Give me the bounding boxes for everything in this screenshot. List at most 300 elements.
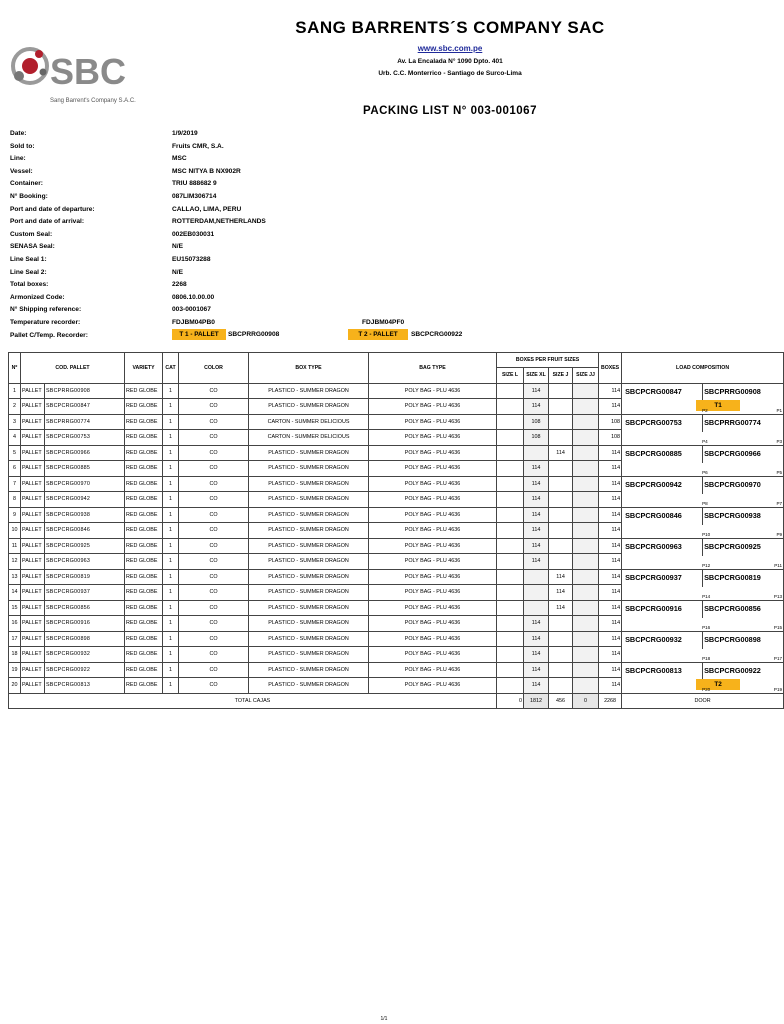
load-left-pallet: SBCPCRG00937 [625,572,682,582]
size-l [497,476,524,492]
category: 1 [163,507,179,523]
variety: RED GLOBE [125,678,163,694]
size-j [549,616,573,632]
color: CO [179,507,249,523]
load-composition-cell [622,445,784,476]
category: 1 [163,430,179,446]
size-jj [573,399,599,415]
load-left-pallet: SBCPCRG00932 [625,634,682,644]
variety: RED GLOBE [125,445,163,461]
table-row [9,538,784,554]
info-label: Pallet C/Temp. Recorder: [10,331,88,339]
row-type: PALLET [21,585,45,601]
size-l [497,631,524,647]
row-type: PALLET [21,461,45,477]
variety: RED GLOBE [125,662,163,678]
load-left-pallet: SBCPCRG00753 [625,417,682,427]
color: CO [179,616,249,632]
category: 1 [163,399,179,415]
variety: RED GLOBE [125,399,163,415]
pallet-code: SBCPRRG00908 [45,383,125,399]
category: 1 [163,600,179,616]
boxes: 114 [599,445,622,461]
load-right-pallet: SBCPCRG00970 [704,479,761,489]
info-value: Fruits CMR, S.A. [172,142,224,150]
total-size-l: 0 [497,693,524,708]
info-label: Port and date of departure: [10,205,95,213]
size-j [549,492,573,508]
boxes: 114 [599,383,622,399]
pallet-code: SBCPCRG00925 [45,538,125,554]
load-right-pallet: SBCPCRG00938 [704,510,761,520]
category: 1 [163,383,179,399]
size-l [497,538,524,554]
position-right: P15 [773,624,783,630]
position-right: P9 [776,531,783,537]
size-l [497,678,524,694]
variety: RED GLOBE [125,461,163,477]
size-j: 114 [549,600,573,616]
box-type: PLASTICO - SUMMER DRAGON [249,616,369,632]
size-l [497,616,524,632]
boxes: 114 [599,662,622,678]
size-jj [573,678,599,694]
t1-pallet-code: SBCPRRG00908 [228,331,280,338]
bag-type: POLY BAG - PLU 4636 [369,647,497,663]
total-boxes: 2268 [599,693,622,708]
color: CO [179,662,249,678]
position-left: P8 [702,500,708,506]
box-type: CARTON - SUMMER DELICIOUS [249,414,369,430]
boxes: 108 [599,430,622,446]
info-label: Custom Seal: [10,230,53,238]
size-xl: 114 [524,507,549,523]
header-size-jj: SIZE JJ [573,368,599,383]
load-left-pallet: SBCPCRG00846 [625,510,682,520]
category: 1 [163,445,179,461]
total-size-xl: 1812 [524,693,549,708]
logo-text: SBC [50,51,127,92]
load-right-pallet: SBCPCRG00925 [704,541,761,551]
info-value: FDJBM04PB0 [172,318,215,326]
header-boxes-per-size: BOXES PER FRUIT SIZES [497,353,599,368]
load-right-pallet: SBCPRRG00908 [704,386,761,396]
box-type: PLASTICO - SUMMER DRAGON [249,600,369,616]
header-color: COLOR [179,353,249,384]
size-j [549,554,573,570]
size-j [549,414,573,430]
size-xl: 114 [524,662,549,678]
color: CO [179,631,249,647]
header-boxes: BOXES [599,353,622,384]
header-size-xl: SIZE XL [524,368,549,383]
size-xl: 108 [524,430,549,446]
position-right: P13 [773,593,783,599]
box-type: PLASTICO - SUMMER DRAGON [249,678,369,694]
company-logo [8,36,136,108]
info-value: MSC NITYA B NX902R [172,167,241,175]
variety: RED GLOBE [125,523,163,539]
size-j: 114 [549,569,573,585]
category: 1 [163,678,179,694]
position-left: P18 [702,655,711,661]
row-number: 17 [9,631,21,647]
row-number: 5 [9,445,21,461]
bag-type: POLY BAG - PLU 4636 [369,600,497,616]
table-row [9,631,784,647]
load-left-pallet: SBCPCRG00847 [625,386,682,396]
load-composition-cell [622,507,784,538]
size-j [549,507,573,523]
row-number: 12 [9,554,21,570]
size-xl: 114 [524,399,549,415]
bag-type: POLY BAG - PLU 4636 [369,430,497,446]
info-value: N/E [172,243,183,251]
variety: RED GLOBE [125,554,163,570]
size-jj [573,492,599,508]
size-jj [573,430,599,446]
color: CO [179,538,249,554]
table-row [9,414,784,430]
info-label: Total boxes: [10,281,49,289]
boxes: 114 [599,476,622,492]
position-right: P3 [776,438,783,444]
size-j [549,383,573,399]
color: CO [179,445,249,461]
size-xl: 114 [524,523,549,539]
size-xl: 114 [524,538,549,554]
total-size-jj: 0 [573,693,599,708]
boxes: 114 [599,538,622,554]
position-left: P6 [702,469,708,475]
row-number: 14 [9,585,21,601]
info-value: N/E [172,268,183,276]
info-label: Date: [10,130,27,137]
info-value: 1/9/2019 [172,130,198,137]
table-row [9,476,784,492]
t1-pallet-tag: T 1 - PALLET [172,329,226,340]
info-label: N° Shipping reference: [10,306,82,314]
boxes: 114 [599,631,622,647]
boxes: 114 [599,585,622,601]
bag-type: POLY BAG - PLU 4636 [369,414,497,430]
row-number: 19 [9,662,21,678]
size-jj [573,585,599,601]
category: 1 [163,569,179,585]
boxes: 114 [599,554,622,570]
size-l [497,647,524,663]
pallet-code: SBCPRRG00774 [45,414,125,430]
pallet-code: SBCPCRG00898 [45,631,125,647]
category: 1 [163,662,179,678]
info-value: MSC [172,155,187,163]
boxes: 114 [599,569,622,585]
row-number: 15 [9,600,21,616]
company-name: SANG BARRENTS´S COMPANY SAC [295,18,605,37]
variety: RED GLOBE [125,600,163,616]
box-type: PLASTICO - SUMMER DRAGON [249,569,369,585]
row-type: PALLET [21,538,45,554]
box-type: PLASTICO - SUMMER DRAGON [249,662,369,678]
load-composition-cell [622,631,784,662]
info-value: 2268 [172,281,187,289]
category: 1 [163,647,179,663]
boxes: 114 [599,492,622,508]
info-label: Armonized Code: [10,293,65,301]
size-jj [573,662,599,678]
size-j [549,399,573,415]
box-type: PLASTICO - SUMMER DRAGON [249,399,369,415]
size-xl: 108 [524,414,549,430]
row-type: PALLET [21,383,45,399]
category: 1 [163,476,179,492]
box-type: PLASTICO - SUMMER DRAGON [249,476,369,492]
boxes: 114 [599,678,622,694]
bag-type: POLY BAG - PLU 4636 [369,538,497,554]
size-l [497,600,524,616]
bag-type: POLY BAG - PLU 4636 [369,507,497,523]
color: CO [179,430,249,446]
variety: RED GLOBE [125,492,163,508]
size-xl: 114 [524,616,549,632]
pallet-code: SBCPCRG00753 [45,430,125,446]
box-type: PLASTICO - SUMMER DRAGON [249,554,369,570]
color: CO [179,554,249,570]
row-type: PALLET [21,523,45,539]
row-type: PALLET [21,569,45,585]
variety: RED GLOBE [125,414,163,430]
header-size-j: SIZE J [549,368,573,383]
boxes: 114 [599,399,622,415]
box-type: PLASTICO - SUMMER DRAGON [249,647,369,663]
variety: RED GLOBE [125,430,163,446]
boxes: 114 [599,616,622,632]
category: 1 [163,492,179,508]
t2-pallet-code: SBCPCRG00922 [411,331,463,338]
size-l [497,569,524,585]
position-left: P16 [702,624,711,630]
row-number: 1 [9,383,21,399]
info-label: Line: [10,155,26,163]
load-composition-cell [622,569,784,600]
bag-type: POLY BAG - PLU 4636 [369,492,497,508]
pallet-code: SBCPCRG00966 [45,445,125,461]
position-left: P20 [702,686,711,692]
category: 1 [163,538,179,554]
size-jj [573,461,599,477]
info-label: SENASA Seal: [10,243,55,251]
row-type: PALLET [21,399,45,415]
header-box-type: BOX TYPE [249,353,369,384]
position-left: P2 [702,407,708,413]
box-type: PLASTICO - SUMMER DRAGON [249,507,369,523]
row-type: PALLET [21,414,45,430]
size-l [497,554,524,570]
load-right-pallet: SBCPCRG00898 [704,634,761,644]
size-jj [573,647,599,663]
size-l [497,399,524,415]
category: 1 [163,523,179,539]
position-right: P11 [774,562,783,568]
row-type: PALLET [21,631,45,647]
color: CO [179,492,249,508]
pallet-code: SBCPCRG00932 [45,647,125,663]
load-right-pallet: SBCPCRG00819 [704,572,761,582]
temp-recorder-tag: T2 [696,679,740,690]
info-label: Port and date of arrival: [10,218,85,226]
category: 1 [163,461,179,477]
size-xl: 114 [524,492,549,508]
color: CO [179,399,249,415]
size-jj [573,414,599,430]
bag-type: POLY BAG - PLU 4636 [369,678,497,694]
table-row [9,383,784,399]
box-type: PLASTICO - SUMMER DRAGON [249,538,369,554]
size-xl: 114 [524,476,549,492]
load-composition-cell [622,383,784,414]
bag-type: POLY BAG - PLU 4636 [369,569,497,585]
table-row [9,507,784,523]
boxes: 114 [599,523,622,539]
color: CO [179,523,249,539]
position-right: P19 [773,686,783,692]
category: 1 [163,585,179,601]
bag-type: POLY BAG - PLU 4636 [369,523,497,539]
size-l [497,492,524,508]
bag-type: POLY BAG - PLU 4636 [369,383,497,399]
size-j [549,523,573,539]
pallet-code: SBCPCRG00819 [45,569,125,585]
pallet-code: SBCPCRG00885 [45,461,125,477]
row-type: PALLET [21,430,45,446]
load-right-pallet: SBCPCRG00856 [704,603,761,613]
size-xl [524,445,549,461]
box-type: PLASTICO - SUMMER DRAGON [249,383,369,399]
box-type: CARTON - SUMMER DELICIOUS [249,430,369,446]
variety: RED GLOBE [125,507,163,523]
pallet-code: SBCPCRG00846 [45,523,125,539]
row-type: PALLET [21,616,45,632]
size-l [497,461,524,477]
size-jj [573,507,599,523]
info-value: 087LIM306714 [172,192,217,200]
row-type: PALLET [21,554,45,570]
variety: RED GLOBE [125,383,163,399]
pallet-code: SBCPCRG00916 [45,616,125,632]
color: CO [179,585,249,601]
row-number: 11 [9,538,21,554]
boxes: 114 [599,600,622,616]
temperature-recorder-2: FDJBM04PF0 [362,319,405,326]
table-row [9,445,784,461]
size-jj [573,523,599,539]
category: 1 [163,554,179,570]
row-type: PALLET [21,492,45,508]
load-left-pallet: SBCPCRG00813 [625,665,682,675]
website-link[interactable]: www.sbc.com.pe [417,44,483,53]
logo-subtext: Sang Barrent's Company S.A.C. [50,98,136,104]
bag-type: POLY BAG - PLU 4636 [369,662,497,678]
table-row [9,569,784,585]
size-jj [573,383,599,399]
pallet-code: SBCPCRG00856 [45,600,125,616]
box-type: PLASTICO - SUMMER DRAGON [249,445,369,461]
info-value: ROTTERDAM,NETHERLANDS [172,218,266,226]
size-j [549,662,573,678]
variety: RED GLOBE [125,569,163,585]
info-label: Line Seal 2: [10,268,47,276]
size-xl [524,600,549,616]
header-load-composition: LOAD COMPOSITION [622,353,784,384]
info-value: 002EB030031 [172,230,215,238]
row-number: 6 [9,461,21,477]
bag-type: POLY BAG - PLU 4636 [369,461,497,477]
size-jj [573,631,599,647]
boxes: 108 [599,414,622,430]
size-xl: 114 [524,678,549,694]
boxes: 114 [599,461,622,477]
row-type: PALLET [21,647,45,663]
row-type: PALLET [21,445,45,461]
color: CO [179,647,249,663]
pallet-code: SBCPCRG00942 [45,492,125,508]
box-type: PLASTICO - SUMMER DRAGON [249,461,369,477]
row-number: 2 [9,399,21,415]
color: CO [179,476,249,492]
size-j [549,461,573,477]
variety: RED GLOBE [125,647,163,663]
size-jj [573,554,599,570]
variety: RED GLOBE [125,476,163,492]
temp-recorder-tag: T1 [696,400,740,411]
pallet-code: SBCPCRG00938 [45,507,125,523]
color: CO [179,569,249,585]
size-l [497,523,524,539]
box-type: PLASTICO - SUMMER DRAGON [249,492,369,508]
load-left-pallet: SBCPCRG00885 [625,448,682,458]
bag-type: POLY BAG - PLU 4636 [369,631,497,647]
bag-type: POLY BAG - PLU 4636 [369,616,497,632]
info-label: Temperature recorder: [10,318,81,326]
info-label: Line Seal 1: [10,255,47,263]
size-jj [573,600,599,616]
info-value: 003-0001067 [172,306,211,314]
position-right: P17 [773,655,783,661]
pallet-code: SBCPCRG00813 [45,678,125,694]
bag-type: POLY BAG - PLU 4636 [369,585,497,601]
header-size-l: SIZE L [497,368,524,383]
pallet-code: SBCPCRG00937 [45,585,125,601]
size-j [549,476,573,492]
load-left-pallet: SBCPCRG00942 [625,479,682,489]
size-l [497,383,524,399]
size-xl: 114 [524,554,549,570]
size-l [497,445,524,461]
size-l [497,430,524,446]
color: CO [179,600,249,616]
size-l [497,507,524,523]
variety: RED GLOBE [125,616,163,632]
row-type: PALLET [21,600,45,616]
position-left: P12 [702,562,711,568]
load-right-pallet: SBCPCRG00922 [704,665,761,675]
load-composition-cell [622,538,784,569]
box-type: PLASTICO - SUMMER DRAGON [249,585,369,601]
table-row [9,662,784,678]
row-type: PALLET [21,507,45,523]
address-line-1: Av. La Encalada N° 1090 Dpto. 401 [397,58,503,65]
box-type: PLASTICO - SUMMER DRAGON [249,523,369,539]
